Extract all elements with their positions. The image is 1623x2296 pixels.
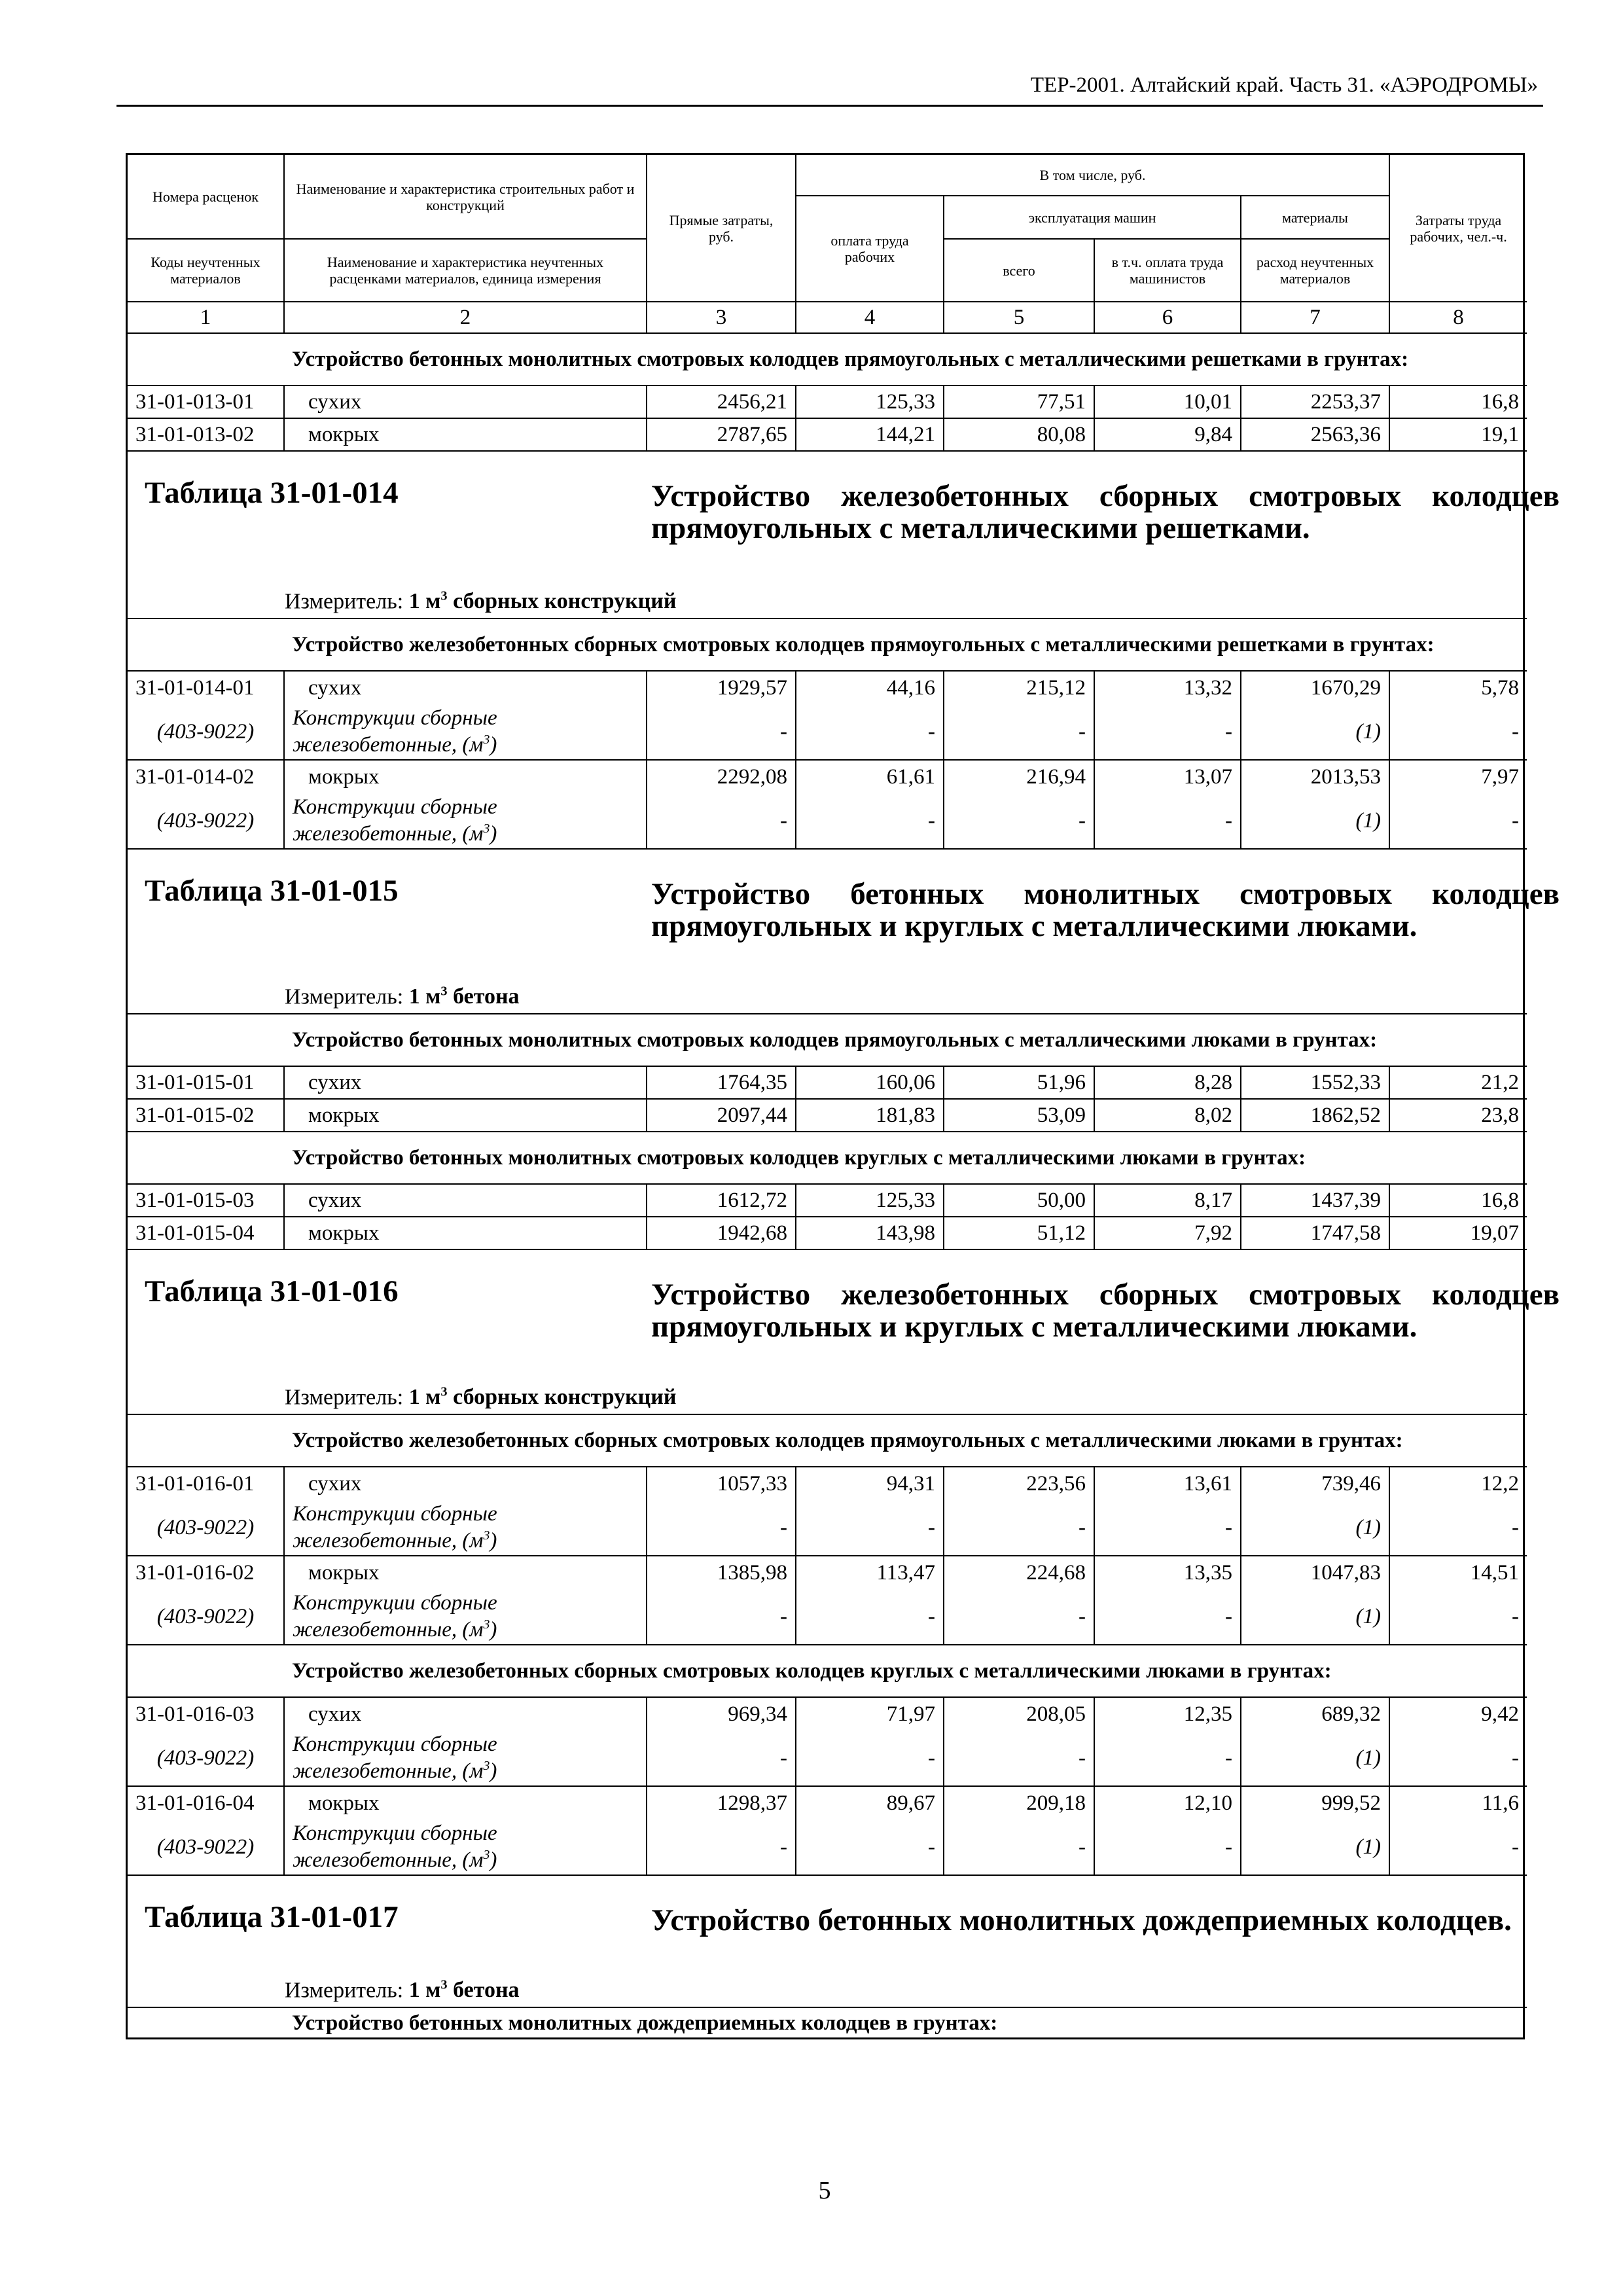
table-label: Таблица 31-01-016 <box>145 1274 399 1308</box>
resource-code: (403-9022) <box>128 1730 284 1786</box>
cell-value: 1862,52 <box>1241 1099 1389 1132</box>
cell-value: 11,6 <box>1389 1786 1527 1819</box>
table-row <box>128 1066 1527 1099</box>
header-oplata: оплата труда рабочих <box>796 196 944 302</box>
table-title-row <box>128 849 1527 1014</box>
rate-code: 31-01-013-02 <box>128 418 284 451</box>
table-meter: Измеритель: 1 $м^3$ бетона <box>285 984 520 1009</box>
section-heading-row <box>128 1014 1527 1066</box>
rate-name: мокрых <box>284 1099 647 1132</box>
header-title: ТЕР-2001. Алтайский край. Часть 31. «АЭРОДРОМЫ» <box>1030 73 1538 97</box>
cell-value: 89,67 <box>796 1786 944 1819</box>
cell-value: 12,10 <box>1094 1786 1241 1819</box>
table-row <box>128 671 1527 704</box>
cell-value: 2097,44 <box>647 1099 796 1132</box>
header-pryamye: Прямые затраты, руб. <box>647 155 796 302</box>
section-heading: Устройство бетонных монолитных смотровых колодцев прямоугольных с металлическими решетками в грунтах: <box>284 333 1527 386</box>
cell-value: 9,42 <box>1389 1697 1527 1730</box>
section-heading: Устройство бетонных монолитных дождеприемных колодцев в грунтах: <box>284 2007 1527 2037</box>
cell-dash: - <box>1389 704 1527 760</box>
table-meter: Измеритель: 1 $м^3$ сборных конструкций <box>285 588 677 613</box>
cell-value: 1437,39 <box>1241 1184 1389 1217</box>
cell-value: 2456,21 <box>647 386 796 418</box>
cell-value: 144,21 <box>796 418 944 451</box>
rates-table <box>128 155 1560 2037</box>
rate-code: 31-01-016-04 <box>128 1786 284 1819</box>
table-row <box>128 1184 1527 1217</box>
cell-value: 113,47 <box>796 1556 944 1588</box>
col-num: 8 <box>1389 302 1527 333</box>
cell-dash: - <box>1094 1730 1241 1786</box>
section-heading-row <box>128 2007 1527 2037</box>
section-heading-row <box>128 1132 1527 1184</box>
header-naim: Наименование и характеристика строительных работ и конструкций <box>284 155 647 239</box>
rate-name: мокрых <box>284 1786 647 1819</box>
resource-row <box>128 793 1527 849</box>
table-title: Устройство железобетонных сборных смотровых колодцев прямоугольных и круглых с металлическими люками. <box>651 1278 1560 1344</box>
cell-value: 143,98 <box>796 1217 944 1249</box>
document-table-frame <box>126 153 1560 2039</box>
cell-value: 1929,57 <box>647 671 796 704</box>
cell-dash: - <box>647 793 796 849</box>
resource-desc: Конструкции сборные железобетонные, $(м^3)$ <box>284 1819 647 1875</box>
cell-value: 1764,35 <box>647 1066 796 1099</box>
cell-dash: - <box>1094 1499 1241 1556</box>
column-numbers-row <box>128 302 1527 333</box>
table-title: Устройство железобетонных сборных смотровых колодцев прямоугольных с металлическими решетками. <box>651 479 1560 545</box>
cell-dash: - <box>1094 704 1241 760</box>
cell-dash: - <box>944 793 1094 849</box>
cell-value: 23,8 <box>1389 1099 1527 1132</box>
col-num: 1 <box>128 302 284 333</box>
cell-value: 216,94 <box>944 760 1094 793</box>
cell-value: 13,32 <box>1094 671 1241 704</box>
cell-value: 1747,58 <box>1241 1217 1389 1249</box>
resource-code: (403-9022) <box>128 1819 284 1875</box>
section-heading-row <box>128 1414 1527 1467</box>
section-heading: Устройство бетонных монолитных смотровых колодцев прямоугольных с металлическими люками в грунтах: <box>284 1014 1527 1066</box>
cell-dash: - <box>944 1730 1094 1786</box>
cell-value: 181,83 <box>796 1099 944 1132</box>
table-label: Таблица 31-01-017 <box>145 1900 399 1934</box>
table-row <box>128 1556 1527 1588</box>
col-num: 6 <box>1094 302 1241 333</box>
cell-value: 125,33 <box>796 386 944 418</box>
resource-desc: Конструкции сборные железобетонные, $(м^3)$ <box>284 1730 647 1786</box>
rate-code: 31-01-014-01 <box>128 671 284 704</box>
rate-code: 31-01-015-03 <box>128 1184 284 1217</box>
cell-dash: - <box>796 1499 944 1556</box>
section-heading-row <box>128 333 1527 386</box>
cell-dash: - <box>647 1819 796 1875</box>
section-heading: Устройство железобетонных сборных смотровых колодцев круглых с металлическими люками в грунтах: <box>284 1645 1527 1697</box>
resource-row <box>128 1730 1527 1786</box>
cell-value: 2787,65 <box>647 418 796 451</box>
cell-dash: - <box>647 1730 796 1786</box>
section-heading: Устройство железобетонных сборных смотровых колодцев прямоугольных с металлическими решетками в грунтах: <box>284 619 1527 671</box>
cell-value: 80,08 <box>944 418 1094 451</box>
cell-dash: - <box>796 1819 944 1875</box>
resource-desc: Конструкции сборные железобетонные, $(м^3)$ <box>284 793 647 849</box>
header-nomera: Номера расценок <box>128 155 284 239</box>
header-incl: В том числе, руб. <box>796 155 1389 196</box>
table-meter: Измеритель: 1 $м^3$ сборных конструкций <box>285 1384 677 1409</box>
table-title-row <box>128 1249 1527 1414</box>
cell-value: 19,1 <box>1389 418 1527 451</box>
cell-dash: - <box>1389 1730 1527 1786</box>
resource-row <box>128 1499 1527 1556</box>
cell-value: 2253,37 <box>1241 386 1389 418</box>
rate-code: 31-01-015-04 <box>128 1217 284 1249</box>
cell-value: 1942,68 <box>647 1217 796 1249</box>
cell-dash: - <box>1389 1499 1527 1556</box>
rate-name: сухих <box>284 1697 647 1730</box>
table-row <box>128 1786 1527 1819</box>
rate-code: 31-01-016-02 <box>128 1556 284 1588</box>
resource-code: (403-9022) <box>128 1499 284 1556</box>
cell-value: 5,78 <box>1389 671 1527 704</box>
table-row <box>128 760 1527 793</box>
cell-value: 1047,83 <box>1241 1556 1389 1588</box>
table-title-row <box>128 451 1527 619</box>
table-row <box>128 1217 1527 1249</box>
cell-value: 13,35 <box>1094 1556 1241 1588</box>
header-ekspl: эксплуатация машин <box>944 196 1241 239</box>
cell-dash: - <box>1389 1819 1527 1875</box>
cell-value: 999,52 <box>1241 1786 1389 1819</box>
cell-dash: - <box>944 1819 1094 1875</box>
cell-value: 1057,33 <box>647 1467 796 1499</box>
cell-value: 1552,33 <box>1241 1066 1389 1099</box>
col-num: 4 <box>796 302 944 333</box>
cell-value: 12,2 <box>1389 1467 1527 1499</box>
cell-dash: - <box>1094 1819 1241 1875</box>
cell-value: 2292,08 <box>647 760 796 793</box>
col-num: 3 <box>647 302 796 333</box>
rate-name: сухих <box>284 386 647 418</box>
cell-value: 1385,98 <box>647 1556 796 1588</box>
resource-qty: (1) <box>1241 1588 1389 1645</box>
col-num: 5 <box>944 302 1094 333</box>
section-heading: Устройство железобетонных сборных смотровых колодцев прямоугольных с металлическими люками в грунтах: <box>284 1414 1527 1467</box>
rate-name: мокрых <box>284 1556 647 1588</box>
cell-dash: - <box>944 1588 1094 1645</box>
cell-value: 7,97 <box>1389 760 1527 793</box>
cell-value: 9,84 <box>1094 418 1241 451</box>
rate-name: мокрых <box>284 760 647 793</box>
cell-dash: - <box>796 704 944 760</box>
rate-code: 31-01-016-01 <box>128 1467 284 1499</box>
rate-name: мокрых <box>284 418 647 451</box>
resource-row <box>128 1819 1527 1875</box>
cell-dash: - <box>944 704 1094 760</box>
section-heading-row <box>128 619 1527 671</box>
col-num: 7 <box>1241 302 1389 333</box>
cell-dash: - <box>944 1499 1094 1556</box>
cell-dash: - <box>1094 793 1241 849</box>
cell-value: 8,17 <box>1094 1184 1241 1217</box>
cell-dash: - <box>1094 1588 1241 1645</box>
cell-value: 2563,36 <box>1241 418 1389 451</box>
rate-code: 31-01-016-03 <box>128 1697 284 1730</box>
cell-dash: - <box>647 704 796 760</box>
resource-qty: (1) <box>1241 704 1389 760</box>
table-title-row <box>128 1875 1527 2007</box>
cell-value: 71,97 <box>796 1697 944 1730</box>
rate-name: сухих <box>284 1467 647 1499</box>
cell-value: 16,8 <box>1389 386 1527 418</box>
cell-value: 44,16 <box>796 671 944 704</box>
cell-value: 223,56 <box>944 1467 1094 1499</box>
cell-dash: - <box>1389 793 1527 849</box>
resource-qty: (1) <box>1241 1730 1389 1786</box>
cell-dash: - <box>796 793 944 849</box>
page-number: 5 <box>818 2177 831 2204</box>
cell-value: 77,51 <box>944 386 1094 418</box>
header-materialy: материалы <box>1241 196 1389 239</box>
cell-value: 125,33 <box>796 1184 944 1217</box>
cell-value: 1670,29 <box>1241 671 1389 704</box>
resource-qty: (1) <box>1241 1499 1389 1556</box>
page-header <box>116 65 1543 107</box>
resource-code: (403-9022) <box>128 793 284 849</box>
cell-value: 209,18 <box>944 1786 1094 1819</box>
resource-desc: Конструкции сборные железобетонные, $(м^3)$ <box>284 1588 647 1645</box>
table-label: Таблица 31-01-015 <box>145 874 399 908</box>
rate-code: 31-01-013-01 <box>128 386 284 418</box>
cell-value: 13,07 <box>1094 760 1241 793</box>
header-kody: Коды неучтенных материалов <box>128 239 284 302</box>
rate-name: сухих <box>284 671 647 704</box>
rate-name: сухих <box>284 1184 647 1217</box>
rate-name: сухих <box>284 1066 647 1099</box>
table-row <box>128 418 1527 451</box>
cell-value: 51,12 <box>944 1217 1094 1249</box>
cell-value: 21,2 <box>1389 1066 1527 1099</box>
header-zatraty: Затраты труда рабочих, чел.-ч. <box>1389 155 1527 302</box>
cell-value: 94,31 <box>796 1467 944 1499</box>
table-title: Устройство бетонных монолитных смотровых колодцев прямоугольных и круглых с металлическими люками. <box>651 877 1560 943</box>
table-row <box>128 1099 1527 1132</box>
cell-dash: - <box>1389 1588 1527 1645</box>
section-heading: Устройство бетонных монолитных смотровых колодцев круглых с металлическими люками в грунтах: <box>284 1132 1527 1184</box>
table-label: Таблица 31-01-014 <box>145 476 399 510</box>
rate-name: мокрых <box>284 1217 647 1249</box>
col-num: 2 <box>284 302 647 333</box>
header-naim-neuch: Наименование и характеристика неучтенных расценками материалов, единица измерения <box>284 239 647 302</box>
cell-value: 2013,53 <box>1241 760 1389 793</box>
rate-code: 31-01-014-02 <box>128 760 284 793</box>
cell-value: 208,05 <box>944 1697 1094 1730</box>
cell-value: 10,01 <box>1094 386 1241 418</box>
table-row <box>128 386 1527 418</box>
cell-value: 739,46 <box>1241 1467 1389 1499</box>
table-meter: Измеритель: 1 $м^3$ бетона <box>285 1977 520 2002</box>
resource-qty: (1) <box>1241 793 1389 849</box>
cell-dash: - <box>647 1588 796 1645</box>
cell-value: 1298,37 <box>647 1786 796 1819</box>
resource-desc: Конструкции сборные железобетонные, $(м^3)$ <box>284 1499 647 1556</box>
cell-value: 969,34 <box>647 1697 796 1730</box>
cell-value: 1612,72 <box>647 1184 796 1217</box>
cell-value: 19,07 <box>1389 1217 1527 1249</box>
resource-row <box>128 1588 1527 1645</box>
cell-value: 215,12 <box>944 671 1094 704</box>
cell-value: 50,00 <box>944 1184 1094 1217</box>
table-row <box>128 1697 1527 1730</box>
header-rashod: расход неучтенных материалов <box>1241 239 1389 302</box>
cell-value: 689,32 <box>1241 1697 1389 1730</box>
resource-qty: (1) <box>1241 1819 1389 1875</box>
cell-value: 12,35 <box>1094 1697 1241 1730</box>
rate-code: 31-01-015-02 <box>128 1099 284 1132</box>
cell-dash: - <box>796 1730 944 1786</box>
section-heading-row <box>128 1645 1527 1697</box>
cell-value: 14,51 <box>1389 1556 1527 1588</box>
resource-code: (403-9022) <box>128 1588 284 1645</box>
cell-value: 224,68 <box>944 1556 1094 1588</box>
cell-value: 160,06 <box>796 1066 944 1099</box>
cell-dash: - <box>796 1588 944 1645</box>
cell-dash: - <box>647 1499 796 1556</box>
resource-row <box>128 704 1527 760</box>
cell-value: 8,28 <box>1094 1066 1241 1099</box>
header-vtch: в т.ч. оплата труда машинистов <box>1094 239 1241 302</box>
cell-value: 7,92 <box>1094 1217 1241 1249</box>
cell-value: 13,61 <box>1094 1467 1241 1499</box>
table-row <box>128 1467 1527 1499</box>
cell-value: 8,02 <box>1094 1099 1241 1132</box>
cell-value: 16,8 <box>1389 1184 1527 1217</box>
resource-desc: Конструкции сборные железобетонные, $(м^3)$ <box>284 704 647 760</box>
cell-value: 61,61 <box>796 760 944 793</box>
table-title: Устройство бетонных монолитных дождеприемных колодцев. <box>651 1903 1512 1937</box>
cell-value: 51,96 <box>944 1066 1094 1099</box>
header-vsego: всего <box>944 239 1094 302</box>
rate-code: 31-01-015-01 <box>128 1066 284 1099</box>
resource-code: (403-9022) <box>128 704 284 760</box>
cell-value: 53,09 <box>944 1099 1094 1132</box>
